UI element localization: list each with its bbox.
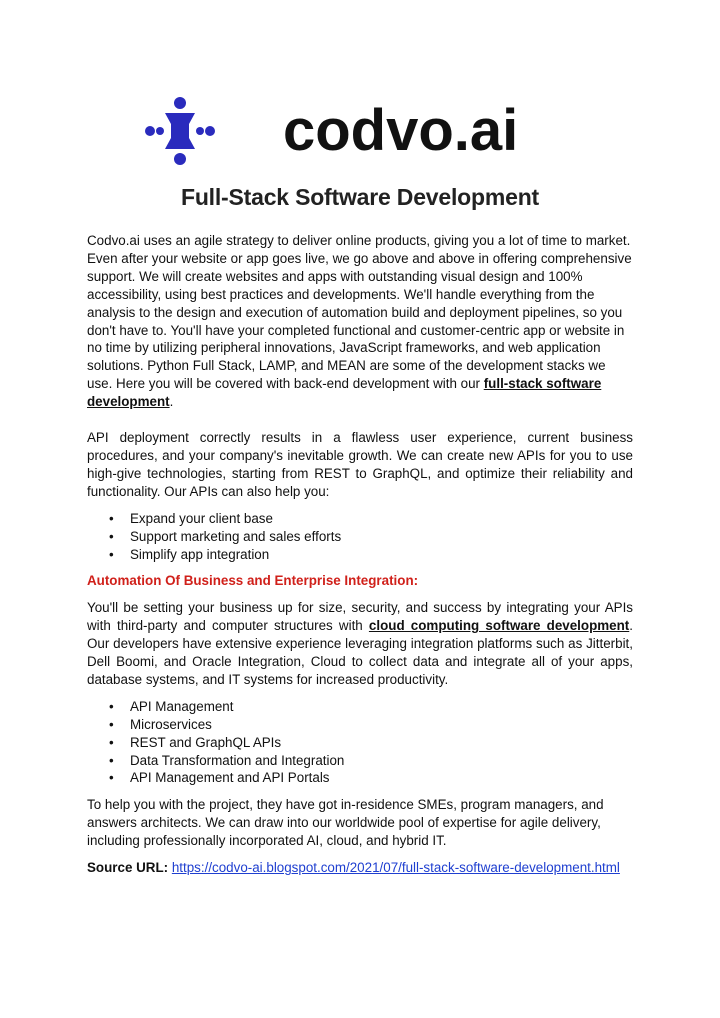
codvo-logo-mark-icon [145,97,215,165]
list-item: • Data Transformation and Integration [130,752,633,770]
codvo-logo [143,96,593,166]
integration-paragraph: You'll be setting your business up for size, security, and success by integrating your APIs with third-party and computer structures with cloud computing software development. Our developers have extensive experience leveraging integration platforms such as Jitterbit, Dell Boomi, and Oracle Integration, Cloud to collect data and integrate all of your apps, database systems, and IT systems for increased productivity. [87,600,633,687]
list-item: • Support marketing and sales efforts [130,528,633,546]
codvo-logo-wordmark: codvo.ai [283,98,519,163]
article-body [87,232,633,877]
integration-services-list [87,698,633,788]
list-item: • API Management and API Portals [130,769,633,787]
cloud-computing-link[interactable]: cloud computing software development [368,618,630,634]
source-line [87,859,633,877]
list-item: • API Management [130,698,633,716]
intro-paragraph: Codvo.ai uses an agile strategy to deliver online products, giving you a lot of time to market. Even after your website or app goes live, we go above and above in offering comprehensive support. We will create websites and apps with outstanding visual design and 100% accessibility, using best practices and developments. We'll handle everything from the analysis to the design and execution of automation build and deployment pipelines, so you don't have to. You'll have your completed functional and customer-centric app or website in no time by utilizing peripheral innovations, JavaScript frameworks, and web application solutions. Python Full Stack, LAMP, and MEAN are some of the development stacks we use. Here you will be covered with back-end development with our full-stack software development. [87,233,632,410]
list-item: • Simplify app integration [130,546,633,564]
source-label: Source URL: [87,860,169,876]
api-benefits-list [87,510,633,564]
closing-paragraph: To help you with the project, they have got in-residence SMEs, program managers, and answers architects. We can draw into our worldwide pool of expertise for agile delivery, including professionally incorporated AI, cloud, and hybrid IT. [87,797,604,849]
full-stack-link[interactable]: full-stack software development [87,376,602,410]
section-heading: Automation Of Business and Enterprise Integration: [87,573,419,589]
source-url-link[interactable]: https://codvo-ai.blogspot.com/2021/07/full-stack-software-development.html [171,860,620,876]
page-title: Full-Stack Software Development [180,184,540,210]
list-item: • Microservices [130,716,633,734]
list-item: • Expand your client base [130,510,633,528]
list-item: • REST and GraphQL APIs [130,734,633,752]
api-paragraph: API deployment correctly results in a flawless user experience, current business procedures, and your company's inevitable growth. We can create new APIs for you to use high-give technologies, starting from REST to GraphQL, and optimize their reliability and functionality. Our APIs can also help you: [87,430,633,499]
